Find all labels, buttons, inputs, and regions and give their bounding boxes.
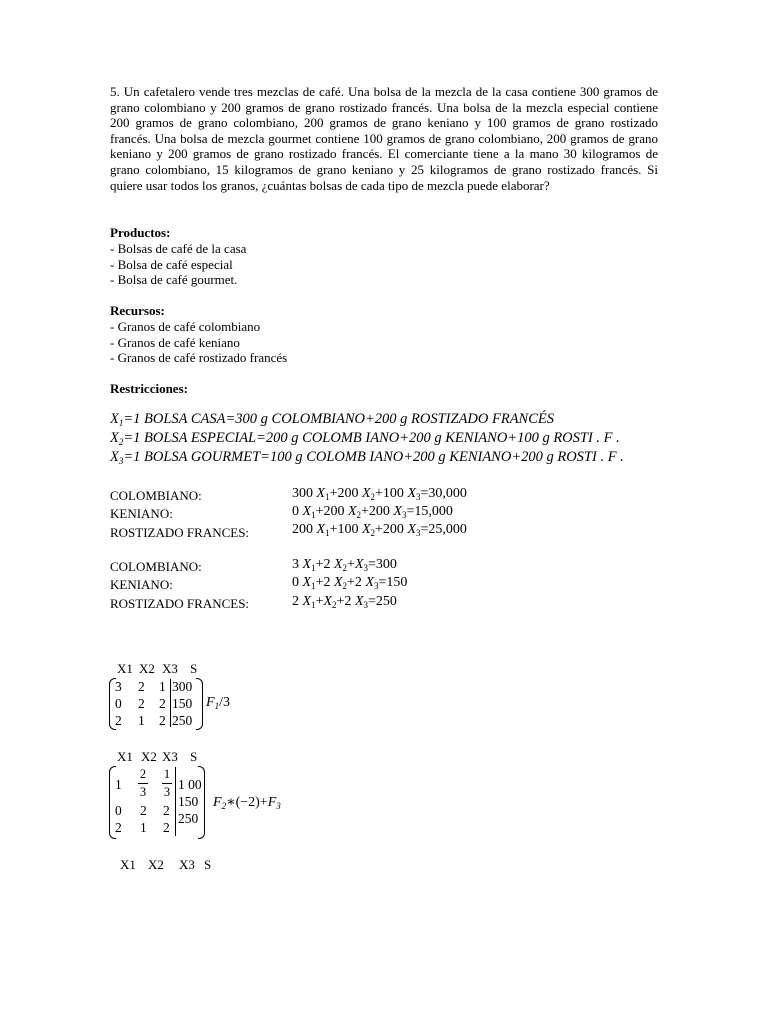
- row-operation-2: $F_2∗(-2)+F_3$: [213, 795, 281, 811]
- row-label: KENIANO:: [110, 577, 173, 592]
- row-label: ROSTIZADO FRANCES:: [110, 596, 250, 611]
- definition-x1: $X_1=1$ BOLSA CASA=300 g COLOMBIANO+200 g ROSTIZADO FRANCÉS: [110, 411, 555, 428]
- recursos-list: [110, 319, 287, 366]
- restricciones-heading: Restricciones:: [110, 381, 188, 396]
- list-item: - Granos de café keniano: [110, 334, 240, 350]
- list-item: - Bolsas de café de la casa: [110, 241, 247, 256]
- equation: 2 $X_1+X_2+2$ $X_3=250$: [292, 594, 397, 610]
- definition-x3: $X_3=1$ BOLSA GOURMET=100 g COLOMB IANO+200 g KENIANO+200 g ROSTI . F .: [110, 449, 624, 466]
- list-item: - Granos de café colombiano: [110, 319, 261, 334]
- productos-heading: Productos:: [110, 225, 171, 240]
- fraction: 2 3: [139, 767, 147, 799]
- equation: 300 $X_1+200$ $X_2+100$ $X_3=30,000$: [292, 486, 467, 502]
- row-label: COLOMBIANO:: [110, 488, 202, 503]
- row-operation-1: $F_1/3$: [206, 695, 230, 711]
- list-item: - Bolsa de café especial: [110, 256, 233, 272]
- equation: 3 $X_1+2$ $X_2+X_3=300$: [292, 557, 397, 573]
- equation: 200 $X_1+100$ $X_2+200$ $X_3=25,000$: [292, 522, 467, 538]
- augment-divider: [170, 679, 171, 727]
- productos-list: [110, 241, 246, 288]
- list-item: - Granos de café rostizado francés: [110, 350, 288, 365]
- fraction: 1 3: [163, 767, 171, 799]
- equation: 0 $X_1+2$ $X_2+2$ $X_3=150$: [292, 575, 408, 591]
- list-item: - Bolsa de café gourmet.: [110, 272, 238, 287]
- augment-divider: [175, 767, 176, 836]
- definition-x2: $X_2=1$ BOLSA ESPECIAL=200 g COLOMB IANO+200 g KENIANO+100 g ROSTI . F .: [110, 430, 620, 447]
- right-paren: [196, 678, 203, 730]
- row-label: KENIANO:: [110, 506, 173, 521]
- equation: 0 $X_1+200$ $X_2+200$ $X_3=15,000$: [292, 504, 453, 520]
- recursos-heading: Recursos:: [110, 303, 165, 318]
- row-label: COLOMBIANO:: [110, 559, 202, 574]
- problem-statement: 5. Un cafetalero vende tres mezclas de café. Una bolsa de la mezcla de la casa contiene 300 gramos de grano colombiano y 200 gramos de grano rostizado francés. Una bolsa de la mezcla especial contiene 200 gramos de grano colombiano, 200 gramos de grano keniano y 100 gramos de grano rostizado francés. Una bolsa de mezcla gourmet contiene 100 gramos de grano colombiano, 200 gramos de grano keniano y 200 gramos de grano rostizado francés. El comerciante tiene a la mano 30 kilogramos de grano colombiano, 15 kilogramos de grano keniano y 25 kilogramos de grano rostizado francés. Si quiere usar todos los granos, ¿cuántas bolsas de cada tipo de mezcla puede elaborar?: [110, 84, 658, 193]
- row-label: ROSTIZADO FRANCES:: [110, 525, 250, 540]
